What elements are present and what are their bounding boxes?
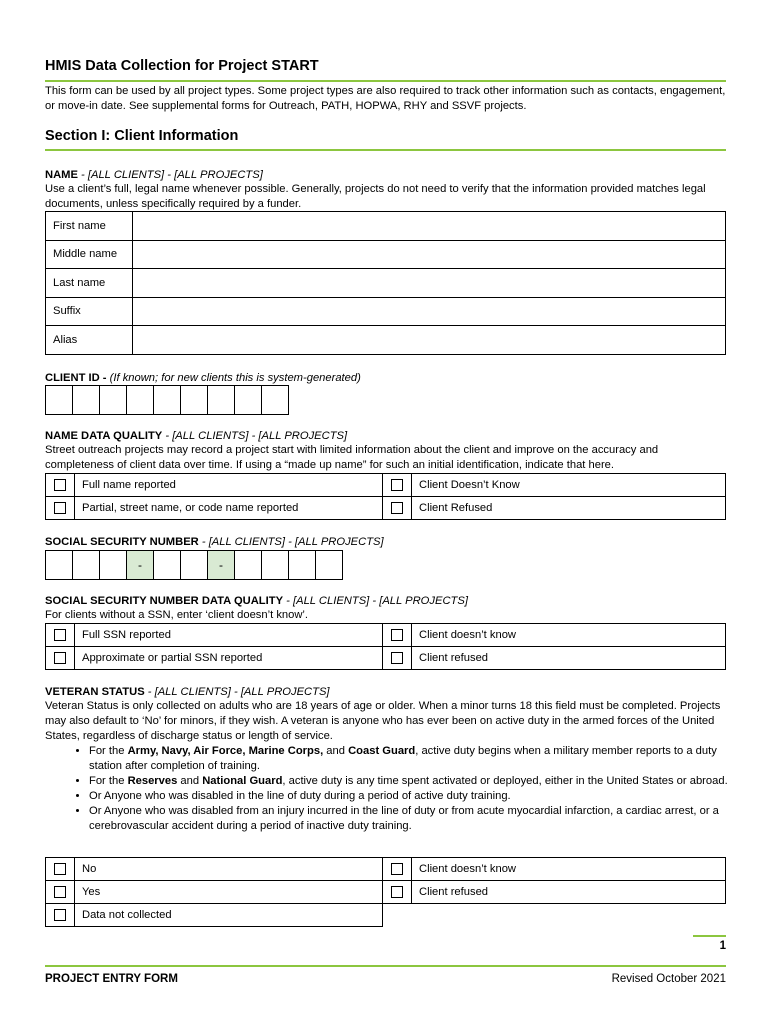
option-row	[46, 904, 726, 927]
option-checkbox[interactable]	[383, 647, 412, 670]
veteran-bullet	[89, 744, 749, 774]
name-field-input[interactable]	[133, 240, 726, 269]
ssn-cells[interactable]	[45, 550, 343, 580]
option-checkbox[interactable]	[383, 881, 412, 904]
name-field-input[interactable]	[133, 212, 726, 241]
option-row	[46, 624, 726, 647]
name-field-input[interactable]	[133, 326, 726, 355]
name-field-label: Suffix	[46, 297, 133, 326]
option-label: Client doesn’t know	[412, 858, 726, 881]
option-label: Full name reported	[75, 474, 383, 497]
name-heading	[45, 168, 263, 183]
page-number: 1	[719, 940, 726, 952]
option-label: Client doesn’t know	[412, 624, 726, 647]
name-quality-options	[45, 473, 726, 520]
veteran-bullet	[89, 804, 749, 834]
ssn-dash: -	[127, 551, 154, 579]
client-id-cells[interactable]	[45, 385, 289, 415]
option-label: Partial, street name, or code name reported	[75, 497, 383, 520]
bullet-text: Or Anyone who was disabled in the line of duty during a period of active duty training.	[89, 790, 511, 802]
ssn-quality-help: For clients without a SSN, enter ‘client doesn’t know’.	[45, 609, 309, 621]
option-checkbox[interactable]	[46, 497, 75, 520]
name-field-label: Alias	[46, 326, 133, 355]
veteran-heading	[45, 685, 330, 700]
footer-form-name: PROJECT ENTRY FORM	[45, 973, 178, 985]
name-field-label: First name	[46, 212, 133, 241]
name-label: NAME	[45, 169, 78, 181]
name-help: Use a client’s full, legal name whenever possible. Generally, projects do not need to verify that the information provided matches legal documents, unless specifically required by a funder.	[45, 183, 706, 210]
checkbox-icon	[54, 629, 66, 641]
bullet-text: , active duty is any time spent activated or deployed, either in the United States or abroad.	[282, 775, 728, 787]
option-checkbox[interactable]	[46, 881, 75, 904]
checkbox-icon	[391, 502, 403, 514]
name-field-row	[46, 297, 726, 326]
footer-rule	[45, 965, 726, 967]
ssn-dash: -	[208, 551, 235, 579]
bullet-bold: Reserves	[127, 775, 178, 787]
title-rule	[45, 80, 726, 82]
checkbox-icon	[391, 886, 403, 898]
bullet-text: For the	[89, 775, 128, 787]
veteran-help: Veteran Status is only collected on adults who are 18 years of age or older. When a minor turns 18 this field must be completed. Projects may also default to ‘No’ for minors, if they wish. A veteran is anyone who has ever been on active duty in the armed forces of the United States, regardless of discharge status or length of service.	[45, 700, 721, 742]
veteran-scope: - [ALL CLIENTS] - [ALL PROJECTS]	[144, 686, 330, 698]
empty-cell	[383, 904, 726, 927]
option-checkbox[interactable]	[383, 858, 412, 881]
client-id-note: (If known; for new clients this is system-generated)	[109, 372, 361, 384]
checkbox-icon	[54, 909, 66, 921]
bullet-text: , active duty begins when a military member reports to a duty station after completion of training.	[89, 745, 717, 772]
checkbox-icon	[391, 863, 403, 875]
bullet-bold: Army, Navy, Air Force, Marine Corps,	[127, 745, 324, 757]
name-field-input[interactable]	[133, 269, 726, 298]
veteran-bullets	[71, 744, 749, 834]
option-row	[46, 881, 726, 904]
client-id-label: CLIENT ID -	[45, 372, 110, 384]
checkbox-icon	[54, 502, 66, 514]
name-quality-label: NAME DATA QUALITY	[45, 430, 163, 442]
option-checkbox[interactable]	[46, 474, 75, 497]
checkbox-icon	[391, 629, 403, 641]
section-rule	[45, 149, 726, 151]
bullet-text: For the	[89, 745, 128, 757]
option-label: No	[75, 858, 383, 881]
option-checkbox[interactable]	[383, 624, 412, 647]
page-number-rule	[693, 935, 726, 937]
intro-text: This form can be used by all project types. Some project types are also required to track other information such as contacts, engagement, or move-in date. See supplemental forms for Outreach, PATH, HOPWA, RHY and SSVF projects.	[45, 85, 726, 112]
option-row	[46, 858, 726, 881]
option-checkbox[interactable]	[46, 624, 75, 647]
ssn-quality-options	[45, 623, 726, 670]
ssn-quality-label: SOCIAL SECURITY NUMBER DATA QUALITY	[45, 595, 284, 607]
bullet-bold: Coast Guard	[348, 745, 416, 757]
checkbox-icon	[54, 886, 66, 898]
checkbox-icon	[54, 863, 66, 875]
veteran-bullet	[89, 774, 749, 789]
ssn-heading	[45, 535, 384, 550]
name-quality-heading	[45, 429, 347, 444]
option-label: Yes	[75, 881, 383, 904]
name-table	[45, 211, 726, 355]
bullet-bold: National Guard	[202, 775, 283, 787]
name-field-row	[46, 269, 726, 298]
option-label: Client refused	[412, 647, 726, 670]
name-field-label: Last name	[46, 269, 133, 298]
name-field-row	[46, 326, 726, 355]
checkbox-icon	[391, 652, 403, 664]
option-checkbox[interactable]	[383, 474, 412, 497]
footer-revised: Revised October 2021	[611, 973, 726, 985]
name-scope: - [ALL CLIENTS] - [ALL PROJECTS]	[77, 169, 263, 181]
ssn-quality-heading	[45, 594, 468, 609]
name-field-input[interactable]	[133, 297, 726, 326]
option-row	[46, 647, 726, 670]
option-label: Data not collected	[75, 904, 383, 927]
ssn-scope: - [ALL CLIENTS] - [ALL PROJECTS]	[198, 536, 384, 548]
form-title: HMIS Data Collection for Project START	[45, 58, 319, 74]
option-checkbox[interactable]	[383, 497, 412, 520]
veteran-options	[45, 857, 726, 927]
name-field-row	[46, 240, 726, 269]
veteran-bullet	[89, 789, 749, 804]
bullet-text: and	[323, 745, 349, 757]
option-label: Full SSN reported	[75, 624, 383, 647]
checkbox-icon	[54, 652, 66, 664]
name-quality-help: Street outreach projects may record a project start with limited information about the client and improve on the accuracy and completeness of client data over time. If using a “made up name” for such an initial identification, indicate that here.	[45, 444, 659, 471]
option-row	[46, 497, 726, 520]
checkbox-icon	[391, 479, 403, 491]
name-quality-scope: - [ALL CLIENTS] - [ALL PROJECTS]	[162, 430, 348, 442]
bullet-text: and	[177, 775, 203, 787]
ssn-quality-scope: - [ALL CLIENTS] - [ALL PROJECTS]	[283, 595, 468, 607]
checkbox-icon	[54, 479, 66, 491]
option-label: Client refused	[412, 881, 726, 904]
bullet-text: Or Anyone who was disabled from an injury incurred in the line of duty or from acute myocardial infarction, a cardiac arrest, or a cerebrovascular accident during a period of inactive duty training.	[89, 805, 719, 832]
option-row	[46, 474, 726, 497]
option-label: Client Refused	[412, 497, 726, 520]
option-label: Client Doesn’t Know	[412, 474, 726, 497]
option-checkbox[interactable]	[46, 904, 75, 927]
ssn-label: SOCIAL SECURITY NUMBER	[45, 536, 199, 548]
option-checkbox[interactable]	[46, 647, 75, 670]
veteran-label: VETERAN STATUS	[45, 686, 145, 698]
option-label: Approximate or partial SSN reported	[75, 647, 383, 670]
client-id-heading	[45, 371, 361, 386]
name-field-row	[46, 212, 726, 241]
option-checkbox[interactable]	[46, 858, 75, 881]
name-field-label: Middle name	[46, 240, 133, 269]
section-title: Section I: Client Information	[45, 128, 239, 144]
